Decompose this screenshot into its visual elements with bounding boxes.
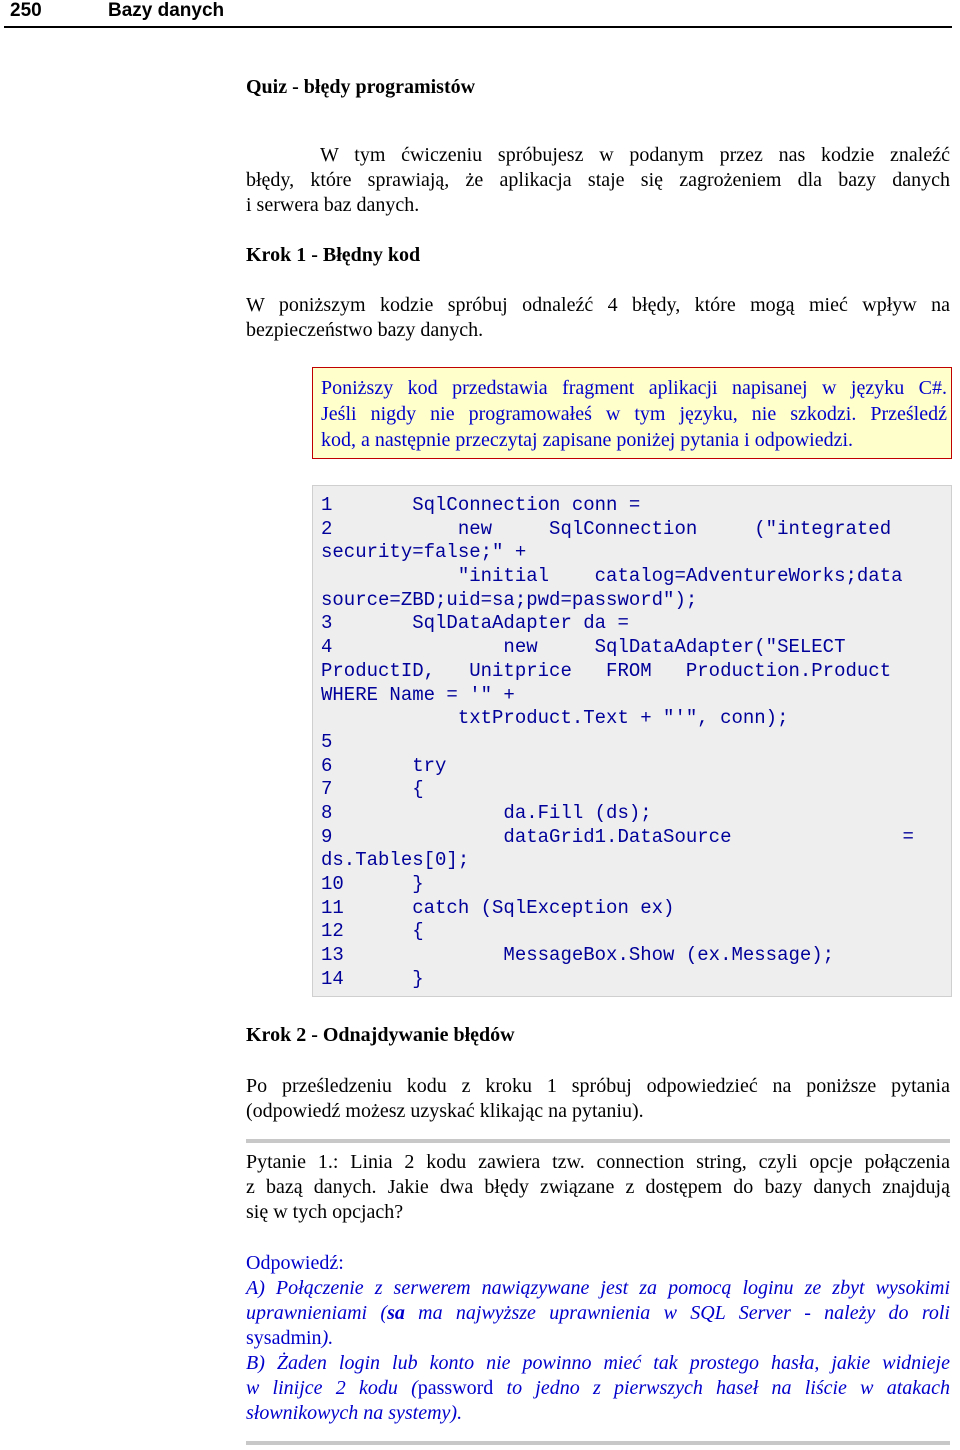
- code-line: 2 new SqlConnection ("integrated: [321, 517, 892, 540]
- code-line: 8 da.Fill (ds);: [321, 801, 652, 824]
- page-number: 250: [10, 0, 42, 21]
- question-1-line-1[interactable]: Pytanie 1.: Linia 2 kodu zawiera tzw. connection string, czyli opcje połączenia: [246, 1151, 950, 1173]
- answer-a-line-1: A) Połączenie z serwerem nawiązywane jest za pomocą loginu ze zbyt wysokimi: [246, 1277, 950, 1299]
- code-line: WHERE Name = '" +: [321, 683, 515, 706]
- answer-a-line-3: [246, 1326, 950, 1351]
- intro-line-2: błędy, które sprawiają, że aplikacja staje się zagrożeniem dla bazy danych: [246, 169, 950, 191]
- code-line: source=ZBD;uid=sa;pwd=password");: [321, 588, 698, 611]
- answer-b-line-2: [246, 1376, 950, 1401]
- running-title: Bazy danych: [108, 0, 225, 21]
- note-line-3: kod, a następnie przeczytaj zapisane poniżej pytania i odpowiedzi.: [321, 429, 854, 451]
- answer-b-line-2-plain: password: [417, 1377, 494, 1399]
- code-line: "initial catalog=AdventureWorks;data: [321, 565, 903, 588]
- code-listing-box: [312, 485, 952, 997]
- code-line: 4 new SqlDataAdapter("SELECT: [321, 636, 846, 659]
- intro-line-3: i serwera baz danych.: [246, 194, 420, 216]
- code-line: 11 catch (SqlException ex): [321, 896, 675, 919]
- answer-a-line-2-post: ma najwyższe uprawnienia w SQL Server - należy do roli: [404, 1302, 950, 1324]
- answer-a-line-2-pre: uprawnieniami (: [246, 1302, 388, 1324]
- step2-line-2: (odpowiedź możesz uzyskać klikając na pytaniu).: [246, 1100, 644, 1122]
- answer-a-line-2: [246, 1301, 950, 1326]
- step2-heading: Krok 2 - Odnajdywanie błędów: [246, 1024, 515, 1046]
- note-box: [312, 367, 952, 459]
- code-line: 9 dataGrid1.DataSource =: [321, 825, 914, 848]
- question-1-line-2[interactable]: z bazą danych. Jakie dwa błędy związane z dostępem do bazy danych znajdują: [246, 1176, 950, 1198]
- answer-a-line-2-bold: sa: [387, 1302, 405, 1324]
- intro-line-1: W tym ćwiczeniu spróbujesz w podanym przez nas kodzie znaleźć: [320, 144, 950, 166]
- answer-b-line-1: B) Żaden login lub konto nie powinno mieć tak prostego hasła, jakie widnieje: [246, 1352, 950, 1374]
- code-line: 3 SqlDataAdapter da =: [321, 612, 629, 635]
- answer-b-line-2-pre: w linijce 2 kodu (: [246, 1377, 418, 1399]
- page-header: [4, 0, 952, 28]
- question-top-divider: [246, 1139, 950, 1143]
- answer-b-line-2-post: to jedno z pierwszych haseł na liście w atakach: [493, 1377, 951, 1399]
- question-1-line-3[interactable]: się w tych opcjach?: [246, 1201, 404, 1223]
- question-1[interactable]: [246, 1150, 950, 1225]
- intro-paragraph: [246, 143, 950, 218]
- code-line: 12 {: [321, 920, 424, 943]
- answer-a-line-3-post: ).: [321, 1327, 334, 1349]
- step1-line-1: W poniższym kodzie spróbuj odnaleźć 4 błędy, które mogą mieć wpływ na: [246, 294, 950, 316]
- code-listing: [321, 494, 946, 991]
- step1-paragraph: [246, 293, 950, 343]
- answer-b-line-3: słownikowych na systemy).: [246, 1402, 463, 1424]
- code-line: ds.Tables[0];: [321, 849, 470, 872]
- step1-heading: Krok 1 - Błędny kod: [246, 244, 421, 266]
- answer-label: Odpowiedź:: [246, 1252, 344, 1274]
- note-text: [321, 375, 947, 453]
- code-line: security=false;" +: [321, 541, 527, 564]
- code-line: 14 }: [321, 967, 424, 990]
- code-line: 1 SqlConnection conn =: [321, 494, 641, 516]
- quiz-title: Quiz - błędy programistów: [246, 76, 476, 98]
- answer-a-line-3-plain: sysadmin: [246, 1327, 322, 1349]
- code-line: 5: [321, 730, 333, 753]
- code-line: 13 MessageBox.Show (ex.Message);: [321, 944, 835, 967]
- step1-line-2: bezpieczeństwo bazy danych.: [246, 319, 484, 341]
- note-line-2: Jeśli nigdy nie programowałeś w tym języku, nie szkodzi. Prześledź: [321, 403, 947, 425]
- note-line-1: Poniższy kod przedstawia fragment aplikacji napisanej w języku C#.: [321, 377, 947, 399]
- code-line: ProductID, Unitprice FROM Production.Product: [321, 659, 892, 682]
- answer-block: [246, 1251, 950, 1426]
- code-line: 7 {: [321, 778, 424, 801]
- answer-bottom-divider: [246, 1441, 950, 1445]
- step2-line-1: Po prześledzeniu kodu z kroku 1 spróbuj odpowiedzieć na poniższe pytania: [246, 1075, 950, 1097]
- code-line: 6 try: [321, 754, 447, 777]
- code-line: txtProduct.Text + "'", conn);: [321, 707, 789, 730]
- code-line: 10 }: [321, 873, 424, 895]
- step2-paragraph: [246, 1074, 950, 1124]
